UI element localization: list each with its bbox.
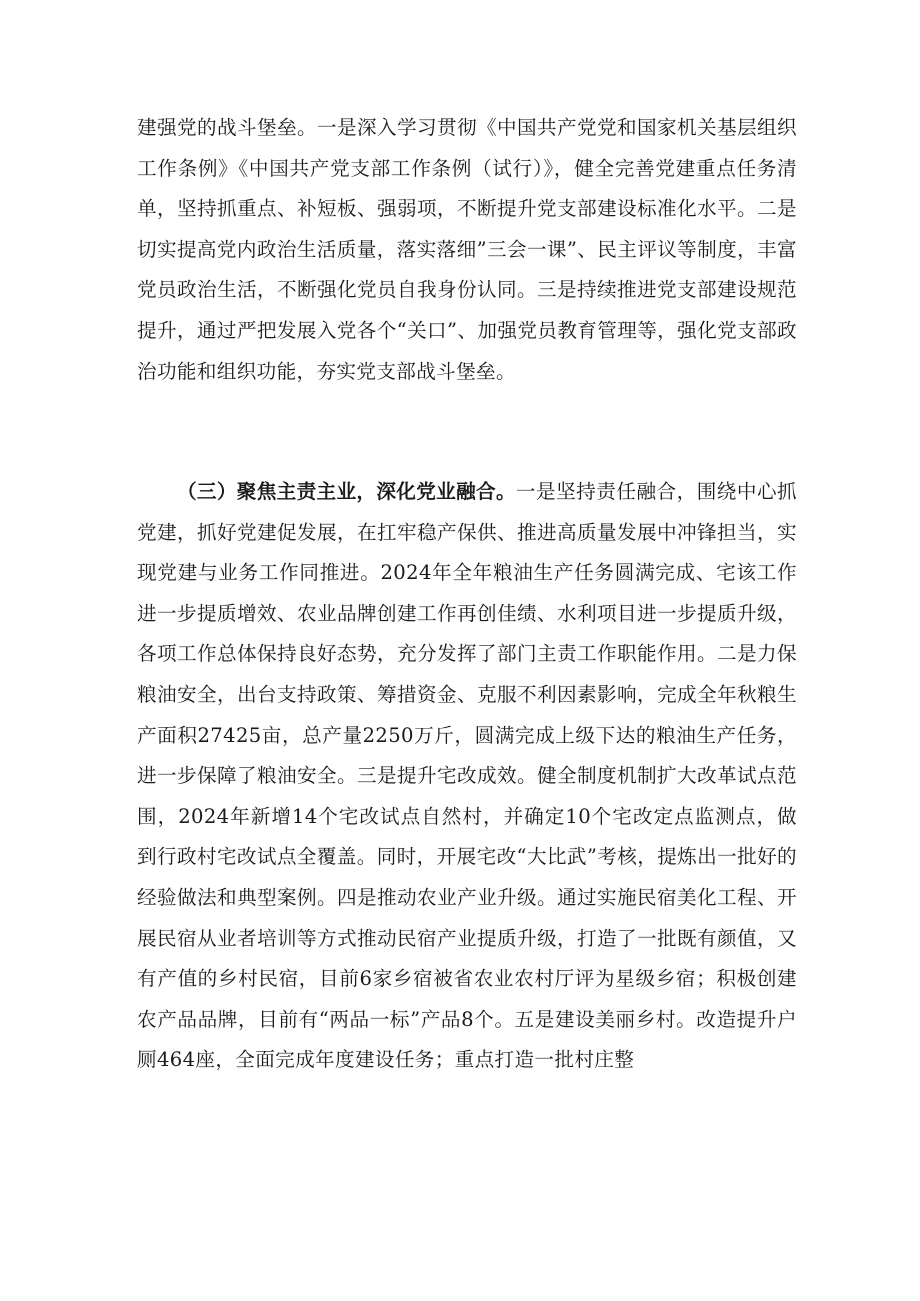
body-paragraph-1: 建强党的战斗堡垒。一是深入学习贯彻《中国共产党党和国家机关基层组织工作条例》《中国共产党支部工作条例（试行）》，健全完善党建重点任务清单，坚持抓重点、补短板、强弱项，不断提升党支部建设标准化水平。二是切实提高党内政治生活质量，落实落细”三会一课”、民主评议等制度，丰富党员政治生活，不断强化党员自我身份认同。三是持续推进党支部建设规范提升，通过严把发展入党各个“关口”、加强党员教育管理等，强化党支部政治功能和组织功能，夯实党支部战斗堡垒。 [137,116,797,383]
section-3-body: 一是坚持责任融合，围绕中心抓党建，抓好党建促发展，在扛牢稳产保供、推进高质量发展中冲锋担当，实现党建与业务工作同推进。2024年全年粮油生产任务圆满完成、宅该工作进一步提质增效、农业品牌创建工作再创佳绩、水利项目进一步提质升级，各项工作总体保持良好态势，充分发挥了部门主责工作职能作用。二是力保粮油安全，出台支持政策、筹措资金、克服不利因素影响，完成全年秋粮生产面积27425亩，总产量2250万斤，圆满完成上级下达的粮油生产任务，进一步保障了粮油安全。三是提升宅改成效。健全制度机制扩大改革试点范围，2024年新增14个宅改试点自然村，并确定10个宅改定点监测点，做到行政村宅改试点全覆盖。同时，开展宅改“大比武”考核，提炼出一批好的经验做法和典型案例。四是推动农业产业升级。通过实施民宿美化工程、开展民宿从业者培训等方式推动民宿产业提质升级，打造了一批既有颜值，又有产值的乡村民宿，目前6家乡宿被省农业农村厅评为星级乡宿；积极创建农产品品牌，目前有“两品一标”产品8个。五是建设美丽乡村。改造提升户厕464座，全面完成年度建设任务；重点打造一批村庄整 [137,480,797,1072]
body-paragraph-2 [137,472,797,1081]
section-3-heading: （三）聚焦主责主业，深化党业融合。 [177,480,516,503]
